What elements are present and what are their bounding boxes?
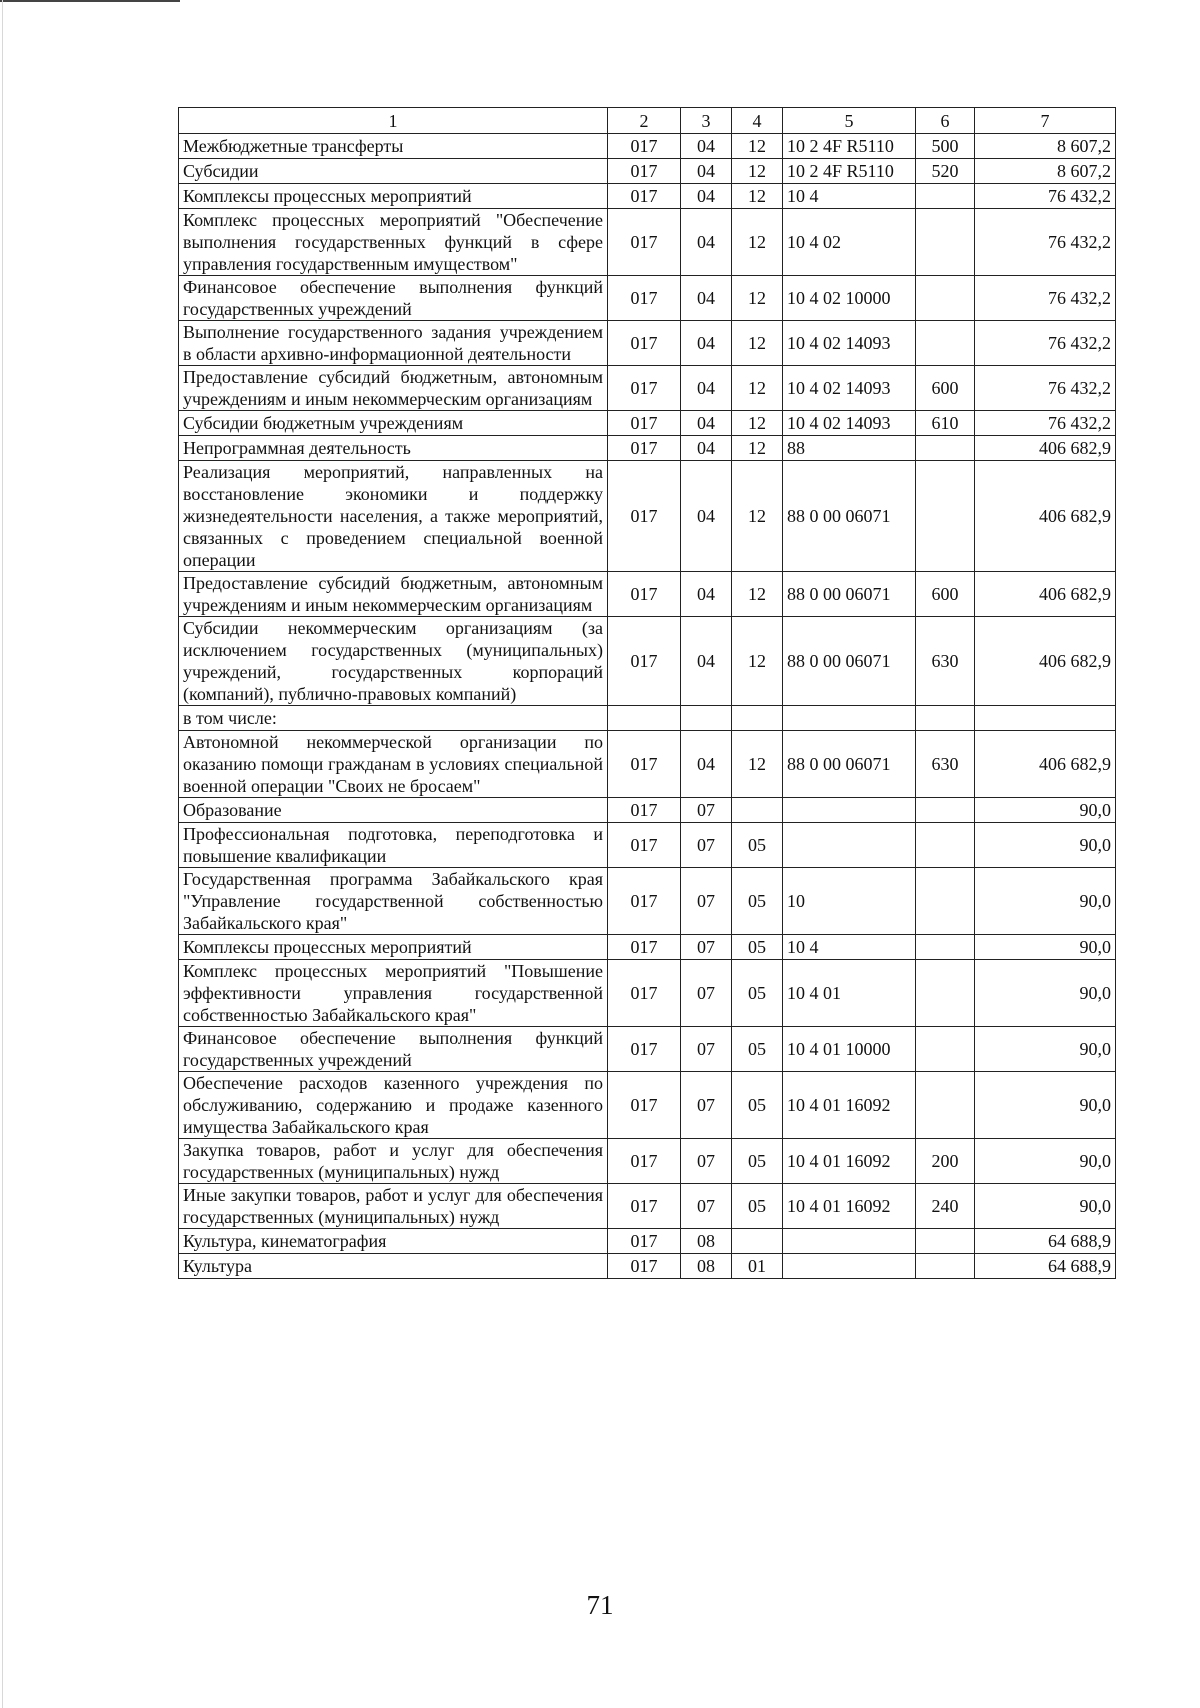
amount-cell: 76 432,2 [975,209,1116,276]
expense-type-cell: 500 [916,134,975,159]
amount-cell: 406 682,9 [975,617,1116,706]
section-code-cell: 04 [681,366,732,411]
table-row [179,366,1116,411]
table-row [179,411,1116,436]
table-row [179,823,1116,868]
table-row [179,436,1116,461]
amount-cell: 76 432,2 [975,184,1116,209]
header-cell: 6 [916,108,975,134]
table-row [179,798,1116,823]
expense-type-cell [916,1027,975,1072]
expense-type-cell: 200 [916,1139,975,1184]
expense-type-cell [916,436,975,461]
target-article-cell: 10 2 4F R5110 [783,134,916,159]
section-code-cell: 07 [681,1027,732,1072]
section-code-cell: 04 [681,461,732,572]
item-name-cell: Комплекс процессных мероприятий "Повышение эффективности управления государственной собственностью Забайкальского края" [179,960,608,1027]
expense-type-cell [916,706,975,731]
item-name-cell: Реализация мероприятий, направленных на восстановление экономики и поддержку жизнедеятельности населения, а также мероприятий, связанных с проведением специальной военной операции [179,461,608,572]
section-code-cell: 07 [681,868,732,935]
expense-type-cell [916,798,975,823]
expense-type-cell: 630 [916,731,975,798]
expense-type-cell: 600 [916,366,975,411]
subsection-code-cell [732,798,783,823]
subsection-code-cell: 01 [732,1254,783,1279]
ministry-code-cell: 017 [608,134,681,159]
section-code-cell: 07 [681,823,732,868]
table-row [179,159,1116,184]
table-row [179,868,1116,935]
subsection-code-cell: 12 [732,731,783,798]
header-cell: 4 [732,108,783,134]
amount-cell: 76 432,2 [975,411,1116,436]
section-code-cell: 04 [681,134,732,159]
expense-type-cell [916,321,975,366]
ministry-code-cell: 017 [608,1229,681,1254]
subsection-code-cell: 05 [732,1027,783,1072]
expense-type-cell [916,184,975,209]
table-row [179,209,1116,276]
item-name-cell: Образование [179,798,608,823]
expense-type-cell [916,960,975,1027]
subsection-code-cell: 05 [732,1184,783,1229]
ministry-code-cell: 017 [608,321,681,366]
subsection-code-cell [732,1229,783,1254]
target-article-cell: 88 0 00 06071 [783,572,916,617]
table-row [179,617,1116,706]
ministry-code-cell: 017 [608,935,681,960]
subsection-code-cell: 05 [732,1139,783,1184]
subsection-code-cell: 05 [732,868,783,935]
header-cell: 3 [681,108,732,134]
section-code-cell: 04 [681,209,732,276]
section-code-cell: 07 [681,1139,732,1184]
ministry-code-cell: 017 [608,1027,681,1072]
ministry-code-cell: 017 [608,960,681,1027]
subsection-code-cell: 12 [732,184,783,209]
item-name-cell: Субсидии [179,159,608,184]
page-number: 71 [586,1590,614,1620]
table-row [179,706,1116,731]
item-name-cell: Межбюджетные трансферты [179,134,608,159]
target-article-cell: 10 4 02 10000 [783,276,916,321]
expense-type-cell: 520 [916,159,975,184]
scan-artifact-line [0,0,180,2]
ministry-code-cell: 017 [608,184,681,209]
header-cell: 1 [179,108,608,134]
item-name-cell: Финансовое обеспечение выполнения функций государственных учреждений [179,1027,608,1072]
section-code-cell [681,706,732,731]
amount-cell: 64 688,9 [975,1254,1116,1279]
expense-type-cell [916,935,975,960]
amount-cell: 406 682,9 [975,572,1116,617]
item-name-cell: Обеспечение расходов казенного учреждения по обслуживанию, содержанию и продаже казенного имущества Забайкальского края [179,1072,608,1139]
budget-table [178,107,1116,1279]
table-row [179,1229,1116,1254]
section-code-cell: 04 [681,159,732,184]
section-code-cell: 07 [681,935,732,960]
amount-cell: 64 688,9 [975,1229,1116,1254]
amount-cell: 90,0 [975,798,1116,823]
section-code-cell: 04 [681,731,732,798]
amount-cell: 76 432,2 [975,321,1116,366]
item-name-cell: Иные закупки товаров, работ и услуг для обеспечения государственных (муниципальных) нужд [179,1184,608,1229]
table-row [179,134,1116,159]
item-name-cell: Непрограммная деятельность [179,436,608,461]
item-name-cell: Комплексы процессных мероприятий [179,935,608,960]
amount-cell [975,706,1116,731]
amount-cell: 406 682,9 [975,461,1116,572]
item-name-cell: в том числе: [179,706,608,731]
amount-cell: 90,0 [975,960,1116,1027]
expense-type-cell: 600 [916,572,975,617]
item-name-cell: Предоставление субсидий бюджетным, автономным учреждениям и иным некоммерческим организациям [179,366,608,411]
table-row [179,1184,1116,1229]
subsection-code-cell: 05 [732,935,783,960]
target-article-cell: 88 0 00 06071 [783,731,916,798]
table-body [179,134,1116,1279]
item-name-cell: Комплексы процессных мероприятий [179,184,608,209]
subsection-code-cell [732,706,783,731]
subsection-code-cell: 12 [732,411,783,436]
ministry-code-cell: 017 [608,868,681,935]
target-article-cell [783,706,916,731]
subsection-code-cell: 05 [732,960,783,1027]
expense-type-cell [916,1229,975,1254]
item-name-cell: Финансовое обеспечение выполнения функций государственных учреждений [179,276,608,321]
subsection-code-cell: 12 [732,209,783,276]
subsection-code-cell: 12 [732,572,783,617]
expense-type-cell [916,1254,975,1279]
target-article-cell: 10 4 01 [783,960,916,1027]
target-article-cell [783,798,916,823]
amount-cell: 90,0 [975,868,1116,935]
section-code-cell: 04 [681,276,732,321]
amount-cell: 76 432,2 [975,276,1116,321]
table-row [179,184,1116,209]
target-article-cell: 10 2 4F R5110 [783,159,916,184]
item-name-cell: Субсидии некоммерческим организациям (за исключением государственных (муниципальных) учреждений, государственных корпораций (компаний), публично-правовых компаний) [179,617,608,706]
target-article-cell: 88 0 00 06071 [783,461,916,572]
subsection-code-cell: 12 [732,134,783,159]
ministry-code-cell: 017 [608,159,681,184]
expense-type-cell [916,868,975,935]
scan-artifact-edge [2,0,3,1708]
header-cell: 5 [783,108,916,134]
ministry-code-cell [608,706,681,731]
ministry-code-cell: 017 [608,798,681,823]
ministry-code-cell: 017 [608,1184,681,1229]
subsection-code-cell: 12 [732,366,783,411]
target-article-cell: 10 4 [783,184,916,209]
expense-type-cell [916,461,975,572]
table-row [179,960,1116,1027]
header-cell: 7 [975,108,1116,134]
section-code-cell: 07 [681,798,732,823]
ministry-code-cell: 017 [608,276,681,321]
target-article-cell: 88 [783,436,916,461]
section-code-cell: 04 [681,617,732,706]
target-article-cell: 10 4 02 14093 [783,366,916,411]
header-cell: 2 [608,108,681,134]
target-article-cell: 88 0 00 06071 [783,617,916,706]
expense-type-cell: 630 [916,617,975,706]
ministry-code-cell: 017 [608,209,681,276]
table-row [179,1027,1116,1072]
ministry-code-cell: 017 [608,731,681,798]
amount-cell: 406 682,9 [975,436,1116,461]
target-article-cell [783,823,916,868]
table-row [179,1072,1116,1139]
expense-type-cell [916,1072,975,1139]
amount-cell: 406 682,9 [975,731,1116,798]
table-row [179,935,1116,960]
table-row [179,1254,1116,1279]
expense-type-cell [916,823,975,868]
item-name-cell: Культура, кинематография [179,1229,608,1254]
target-article-cell: 10 4 02 14093 [783,411,916,436]
amount-cell: 90,0 [975,1027,1116,1072]
section-code-cell: 07 [681,1072,732,1139]
table-row [179,572,1116,617]
ministry-code-cell: 017 [608,823,681,868]
section-code-cell: 07 [681,960,732,1027]
subsection-code-cell: 12 [732,159,783,184]
subsection-code-cell: 12 [732,276,783,321]
amount-cell: 90,0 [975,1139,1116,1184]
item-name-cell: Субсидии бюджетным учреждениям [179,411,608,436]
section-code-cell: 04 [681,321,732,366]
item-name-cell: Комплекс процессных мероприятий "Обеспечение выполнения государственных функций в сфере управления государственным имуществом" [179,209,608,276]
expense-type-cell: 610 [916,411,975,436]
section-code-cell: 08 [681,1254,732,1279]
target-article-cell [783,1254,916,1279]
subsection-code-cell: 12 [732,321,783,366]
amount-cell: 90,0 [975,935,1116,960]
target-article-cell: 10 4 [783,935,916,960]
ministry-code-cell: 017 [608,572,681,617]
target-article-cell: 10 4 02 14093 [783,321,916,366]
amount-cell: 90,0 [975,823,1116,868]
ministry-code-cell: 017 [608,1139,681,1184]
subsection-code-cell: 12 [732,617,783,706]
table-row [179,461,1116,572]
target-article-cell: 10 4 01 16092 [783,1072,916,1139]
item-name-cell: Культура [179,1254,608,1279]
target-article-cell [783,1229,916,1254]
table-row [179,1139,1116,1184]
amount-cell: 90,0 [975,1072,1116,1139]
ministry-code-cell: 017 [608,366,681,411]
amount-cell: 90,0 [975,1184,1116,1229]
expense-type-cell [916,276,975,321]
subsection-code-cell: 12 [732,436,783,461]
ministry-code-cell: 017 [608,617,681,706]
amount-cell: 76 432,2 [975,366,1116,411]
section-code-cell: 04 [681,411,732,436]
amount-cell: 8 607,2 [975,159,1116,184]
ministry-code-cell: 017 [608,1072,681,1139]
item-name-cell: Предоставление субсидий бюджетным, автономным учреждениям и иным некоммерческим организациям [179,572,608,617]
target-article-cell: 10 [783,868,916,935]
subsection-code-cell: 05 [732,1072,783,1139]
item-name-cell: Профессиональная подготовка, переподготовка и повышение квалификации [179,823,608,868]
section-code-cell: 04 [681,184,732,209]
item-name-cell: Государственная программа Забайкальского края "Управление государственной собственностью Забайкальского края" [179,868,608,935]
section-code-cell: 08 [681,1229,732,1254]
target-article-cell: 10 4 01 16092 [783,1139,916,1184]
table-row [179,731,1116,798]
item-name-cell: Автономной некоммерческой организации по оказанию помощи гражданам в условиях специальной военной операции "Своих не бросаем" [179,731,608,798]
section-code-cell: 04 [681,572,732,617]
table-row [179,276,1116,321]
table-header-row [179,108,1116,134]
expense-type-cell: 240 [916,1184,975,1229]
subsection-code-cell: 12 [732,461,783,572]
amount-cell: 8 607,2 [975,134,1116,159]
target-article-cell: 10 4 01 10000 [783,1027,916,1072]
ministry-code-cell: 017 [608,436,681,461]
target-article-cell: 10 4 02 [783,209,916,276]
ministry-code-cell: 017 [608,461,681,572]
ministry-code-cell: 017 [608,411,681,436]
expense-type-cell [916,209,975,276]
section-code-cell: 04 [681,436,732,461]
item-name-cell: Выполнение государственного задания учреждением в области архивно-информационной деятельности [179,321,608,366]
item-name-cell: Закупка товаров, работ и услуг для обеспечения государственных (муниципальных) нужд [179,1139,608,1184]
section-code-cell: 07 [681,1184,732,1229]
target-article-cell: 10 4 01 16092 [783,1184,916,1229]
table-row [179,321,1116,366]
ministry-code-cell: 017 [608,1254,681,1279]
subsection-code-cell: 05 [732,823,783,868]
